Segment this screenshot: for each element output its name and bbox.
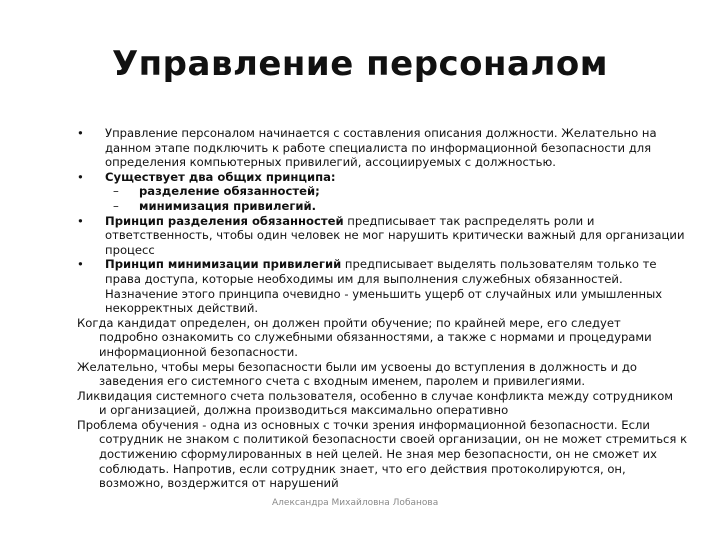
paragraph-4 — [77, 418, 689, 491]
bullet-icon: • — [77, 257, 84, 272]
bullet-item-4 — [77, 257, 689, 315]
paragraph-1-first: Когда кандидат определен, он должен пройти обучение; по крайней мере, его следует — [77, 315, 621, 330]
paragraph-2 — [77, 360, 689, 389]
dash-icon: – — [113, 198, 119, 213]
paragraph-1-rest: подробно ознакомить со служебными обязанностями, а также с нормами и процедурами информационной безопасности. — [99, 330, 652, 359]
paragraph-3 — [77, 389, 689, 418]
bullet-text-1: Управление персоналом начинается с составления описания должности. Желательно на данном этапе подключить к работе специалиста по информационной безопасности для определения компьютерных привилегий, ассоциируемых с должностью. — [105, 126, 657, 170]
paragraph-1 — [77, 316, 689, 360]
bullet-bold-4: Принцип минимизации привилегий — [105, 257, 342, 272]
bullet-icon: • — [77, 213, 84, 228]
bullet-text-3: предписывает так распределять роли и ответственность, чтобы один человек не мог нарушить критически важный для организации процесс — [105, 213, 685, 257]
footer-author: Александра Михайловна Лобанова — [272, 498, 439, 508]
sub-text-2: минимизация привилегий. — [139, 198, 317, 213]
sub-item-1 — [77, 184, 689, 199]
slide-body — [77, 126, 689, 491]
bullet-item-1 — [77, 126, 689, 170]
sub-text-1: разделение обязанностей; — [139, 184, 320, 199]
bullet-text-2: Существует два общих принципа: — [105, 169, 336, 184]
paragraph-2-first: Желательно, чтобы меры безопасности были им усвоены до вступления в должность и до — [77, 359, 637, 374]
paragraph-4-rest: сотрудник не знаком с политикой безопасности своей организации, он не может стремиться к достижению сформулированных в ней целей. Не зная мер безопасности, он не сможет их соблюдать. Напротив, если сотрудник знает, что его действия протоколируются, он, возможно, воздержится от нарушений — [99, 432, 688, 491]
bullet-text-4: предписывает выделять пользователям только те права доступа, которые необходимы им для выполнения служебных обязанностей. Назначение этого принципа очевидно - уменьшить ущерб от случайных или умышленных некорректных действий. — [105, 257, 663, 316]
bullet-icon: • — [77, 169, 84, 184]
paragraph-2-rest: заведения его системного счета с входным именем, паролем и привилегиями. — [99, 374, 586, 389]
sub-item-2 — [77, 199, 689, 214]
paragraph-3-first: Ликвидация системного счета пользователя, особенно в случае конфликта между сотрудником — [77, 388, 674, 403]
paragraph-4-first: Проблема обучения - одна из основных с точки зрения информационной безопасности. Если — [77, 417, 650, 432]
bullet-item-2 — [77, 170, 689, 185]
slide-title: Управление персоналом — [111, 44, 609, 84]
paragraph-3-rest: и организацией, должна производиться максимально оперативно — [99, 403, 509, 418]
bullet-bold-3: Принцип разделения обязанностей — [105, 213, 344, 228]
bullet-icon: • — [77, 126, 84, 140]
dash-icon: – — [113, 184, 119, 199]
bullet-item-3 — [77, 214, 689, 258]
